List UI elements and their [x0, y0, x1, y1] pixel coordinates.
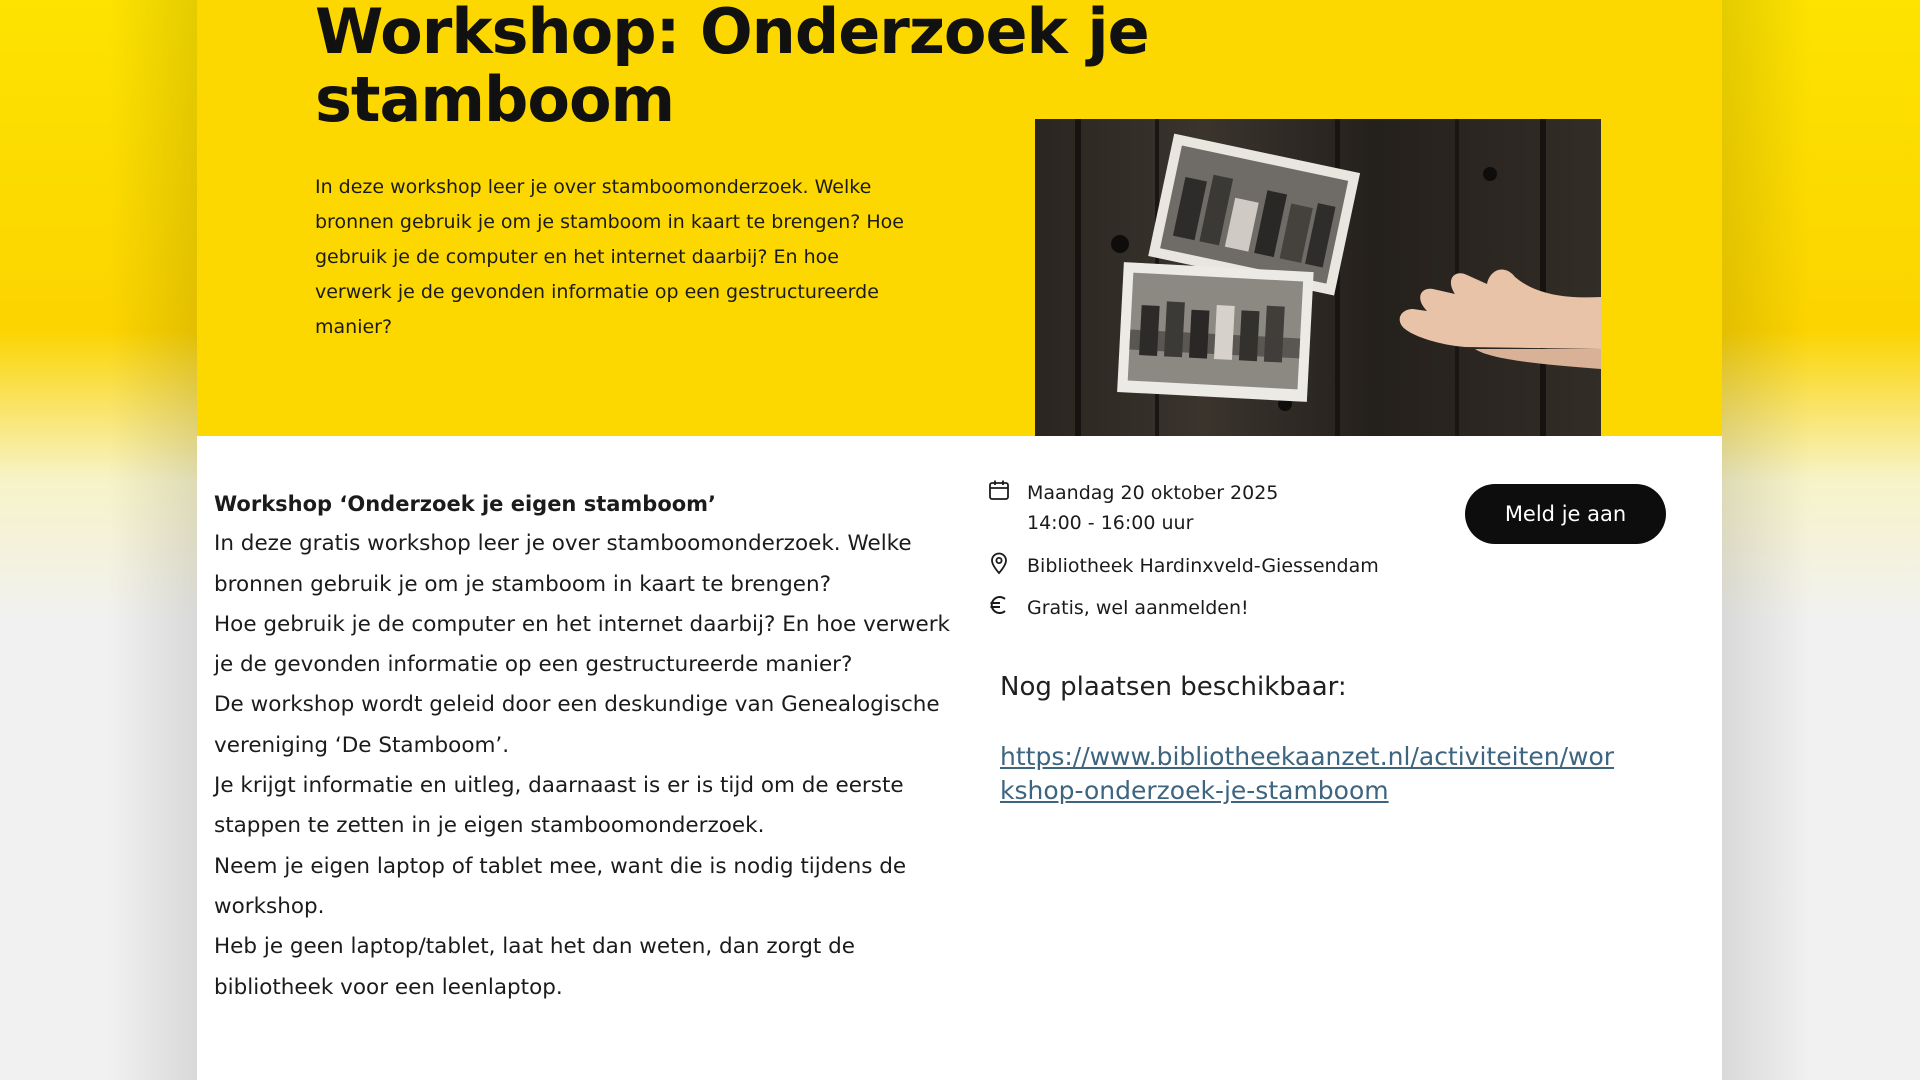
backdrop-right: [1722, 0, 1920, 1080]
event-location: Bibliotheek Hardinxveld-Giessendam: [1027, 555, 1379, 577]
availability-label: Nog plaatsen beschikbaar:: [1000, 672, 1347, 702]
description-paragraph: Neem je eigen laptop of tablet mee, want die is nodig tijdens de workshop.: [214, 853, 907, 919]
event-price: Gratis, wel aanmelden!: [1027, 597, 1249, 619]
location-pin-icon: [987, 551, 1011, 575]
page-title: Workshop: Onderzoek je stamboom: [315, 0, 1149, 136]
description-paragraph: De workshop wordt geleid door een deskundige van Genealogische vereniging ‘De Stamboom’.: [214, 692, 940, 758]
event-time: 14:00 - 16:00 uur: [1027, 512, 1194, 534]
location-row: [987, 551, 1379, 581]
event-page: [197, 0, 1722, 1080]
registration-link[interactable]: https://www.bibliotheekaanzet.nl/activiteiten/workshop-onderzoek-je-stamboom: [1000, 742, 1615, 805]
description-paragraph: In deze gratis workshop leer je over stamboomonderzoek. Welke bronnen gebruik je om je stamboom in kaart te brengen?: [214, 531, 912, 597]
description-paragraph: Heb je geen laptop/tablet, laat het dan weten, dan zorgt de bibliotheek voor een leenlaptop.: [214, 934, 856, 1000]
euro-icon: [987, 593, 1011, 617]
register-button[interactable]: Meld je aan: [1465, 484, 1666, 544]
price-row: [987, 593, 1249, 623]
hero-banner: [197, 0, 1722, 436]
hero-photo: [1035, 119, 1601, 436]
hero-intro-text: In deze workshop leer je over stamboomonderzoek. Welke bronnen gebruik je om je stamboom in kaart te brengen? Hoe gebruik je de computer en het internet daarbij? En hoe verwerk je de gevonden informatie op een gestructureerde manier?: [315, 176, 904, 338]
event-date: Maandag 20 oktober 2025: [1027, 482, 1279, 504]
description-paragraph: Hoe gebruik je de computer en het internet daarbij? En hoe verwerk je de gevonden informatie op een gestructureerde manier?: [214, 611, 950, 678]
description-heading: Workshop ‘Onderzoek je eigen stamboom’: [214, 492, 717, 516]
description-paragraph: Je krijgt informatie en uitleg, daarnaast is er is tijd om de eerste stappen te zetten in je eigen stamboomonderzoek.: [214, 773, 904, 839]
backdrop-left: [0, 0, 197, 1080]
date-row: [987, 478, 1278, 538]
event-description: [214, 484, 954, 1008]
calendar-icon: [987, 478, 1011, 502]
